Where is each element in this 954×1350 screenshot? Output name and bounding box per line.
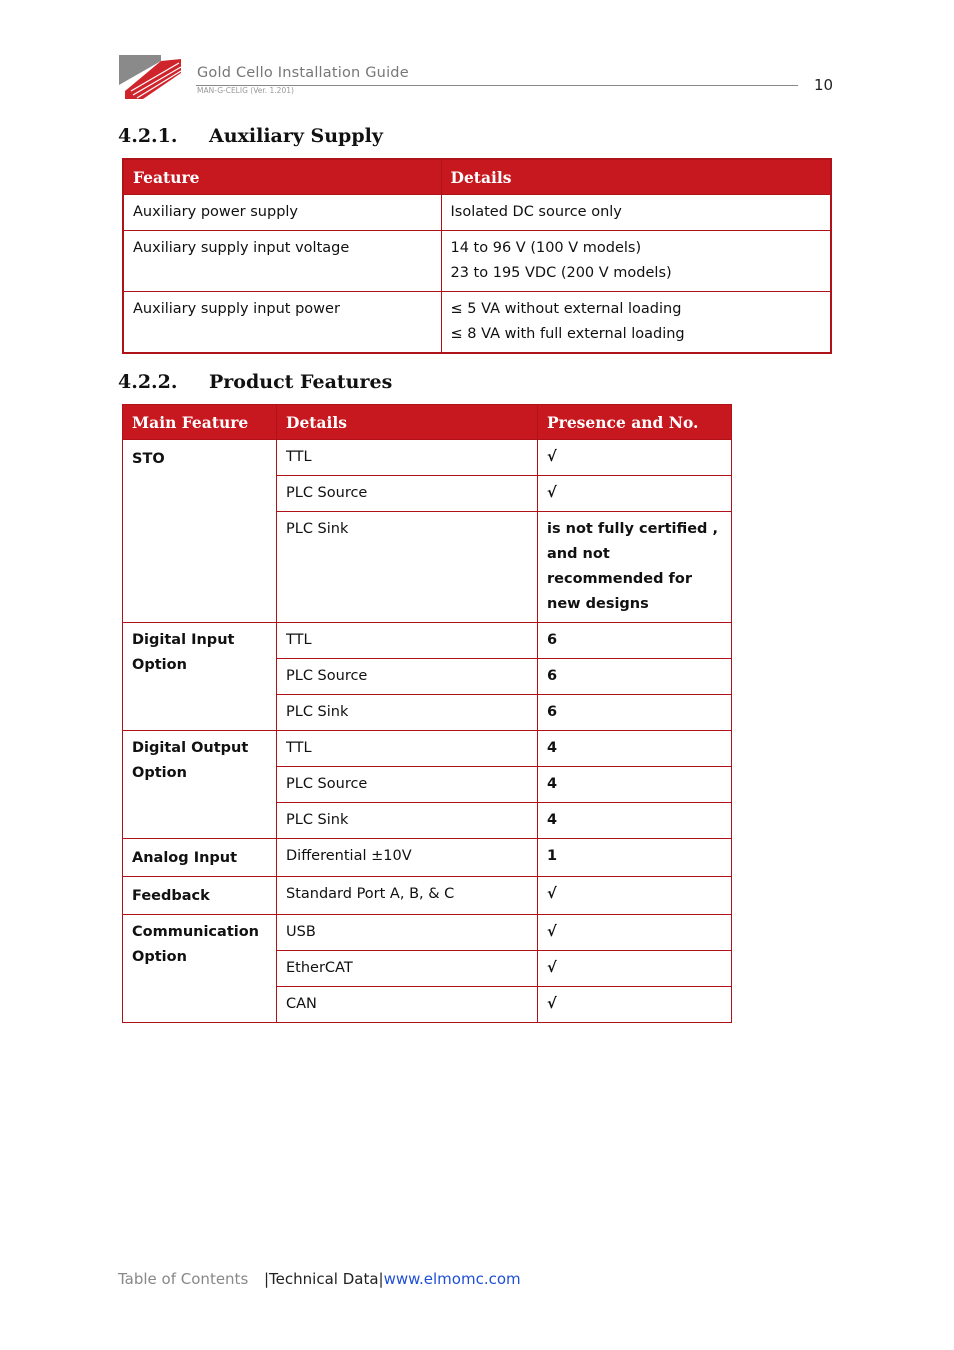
main-feature-cell bbox=[123, 915, 277, 1023]
presence-cell: 4 bbox=[538, 767, 732, 803]
website-link[interactable]: www.elmomc.com bbox=[383, 1270, 521, 1288]
feature-cell: Auxiliary supply input power bbox=[123, 292, 441, 354]
section-title: Auxiliary Supply bbox=[209, 125, 383, 147]
footer-section-label: |Technical Data| bbox=[264, 1270, 384, 1288]
feature-name: Communication bbox=[132, 924, 260, 940]
presence-cell: 6 bbox=[538, 659, 732, 695]
details-cell: PLC Source bbox=[277, 476, 538, 512]
details-line: Isolated DC source only bbox=[450, 204, 622, 220]
details-cell: EtherCAT bbox=[277, 951, 538, 987]
details-cell: TTL bbox=[277, 440, 538, 476]
feature-name: Option bbox=[132, 949, 187, 965]
feature-name: Feedback bbox=[132, 888, 210, 904]
presence-cell: 4 bbox=[538, 731, 732, 767]
product-features-table bbox=[122, 404, 732, 1023]
presence-cell: 6 bbox=[538, 623, 732, 659]
section-number: 4.2.2. bbox=[118, 371, 178, 393]
details-cell: TTL bbox=[277, 623, 538, 659]
presence-cell: √ bbox=[538, 440, 732, 476]
table-row bbox=[123, 877, 732, 915]
details-line: ≤ 5 VA without external loading bbox=[450, 301, 682, 317]
page-number: 10 bbox=[814, 76, 834, 94]
feature-name: Option bbox=[132, 657, 187, 673]
details-line: 14 to 96 V (100 V models) bbox=[450, 240, 642, 256]
table-row bbox=[123, 623, 732, 659]
auxiliary-supply-table bbox=[122, 158, 832, 354]
main-feature-cell bbox=[123, 440, 277, 623]
table-row bbox=[123, 731, 732, 767]
table-header-row bbox=[123, 405, 732, 440]
main-feature-cell bbox=[123, 877, 277, 915]
feature-name: Analog Input bbox=[132, 850, 238, 866]
details-line: 23 to 195 VDC (200 V models) bbox=[450, 265, 672, 281]
presence-cell: 1 bbox=[538, 839, 732, 877]
details-cell: PLC Source bbox=[277, 767, 538, 803]
table-row bbox=[123, 839, 732, 877]
table-row bbox=[123, 440, 732, 476]
section-heading-product-features bbox=[118, 371, 392, 393]
details-cell bbox=[441, 195, 831, 231]
details-cell: PLC Source bbox=[277, 659, 538, 695]
details-cell: PLC Sink bbox=[277, 512, 538, 623]
details-cell: Standard Port A, B, & C bbox=[277, 877, 538, 915]
feature-cell: Auxiliary supply input voltage bbox=[123, 231, 441, 292]
feature-name: Option bbox=[132, 765, 187, 781]
document-code: MAN-G-CELIG (Ver. 1.201) bbox=[197, 86, 294, 95]
presence-cell: 4 bbox=[538, 803, 732, 839]
presence-cell: √ bbox=[538, 915, 732, 951]
details-line: ≤ 8 VA with full external loading bbox=[450, 326, 685, 342]
feature-name: Digital Output bbox=[132, 740, 249, 756]
main-feature-cell bbox=[123, 731, 277, 839]
column-header: Details bbox=[441, 159, 831, 195]
presence-cell: 6 bbox=[538, 695, 732, 731]
table-header-row bbox=[123, 159, 831, 195]
feature-cell: Auxiliary power supply bbox=[123, 195, 441, 231]
presence-cell: √ bbox=[538, 987, 732, 1023]
table-row bbox=[123, 292, 831, 354]
table-row bbox=[123, 195, 831, 231]
footer-section bbox=[264, 1270, 521, 1288]
main-feature-cell bbox=[123, 839, 277, 877]
details-cell: CAN bbox=[277, 987, 538, 1023]
details-cell: PLC Sink bbox=[277, 803, 538, 839]
details-cell bbox=[441, 292, 831, 354]
presence-cell: √ bbox=[538, 877, 732, 915]
presence-cell: √ bbox=[538, 951, 732, 987]
table-of-contents-link[interactable]: Table of Contents bbox=[118, 1270, 249, 1288]
table-row bbox=[123, 231, 831, 292]
section-number: 4.2.1. bbox=[118, 125, 178, 147]
details-cell: PLC Sink bbox=[277, 695, 538, 731]
presence-cell: √ bbox=[538, 476, 732, 512]
column-header: Main Feature bbox=[123, 405, 277, 440]
table-row bbox=[123, 915, 732, 951]
feature-name: Digital Input bbox=[132, 632, 235, 648]
details-cell: Differential ±10V bbox=[277, 839, 538, 877]
details-cell: TTL bbox=[277, 731, 538, 767]
section-heading-auxiliary-supply bbox=[118, 125, 383, 147]
presence-cell: is not fully certified , and not recommended for new designs bbox=[538, 512, 732, 623]
details-cell: USB bbox=[277, 915, 538, 951]
elmo-logo-icon bbox=[117, 55, 183, 99]
column-header: Details bbox=[277, 405, 538, 440]
feature-name: STO bbox=[132, 451, 165, 467]
column-header: Presence and No. bbox=[538, 405, 732, 440]
document-title: Gold Cello Installation Guide bbox=[197, 65, 409, 81]
section-title: Product Features bbox=[209, 371, 393, 393]
main-feature-cell bbox=[123, 623, 277, 731]
column-header: Feature bbox=[123, 159, 441, 195]
details-cell bbox=[441, 231, 831, 292]
